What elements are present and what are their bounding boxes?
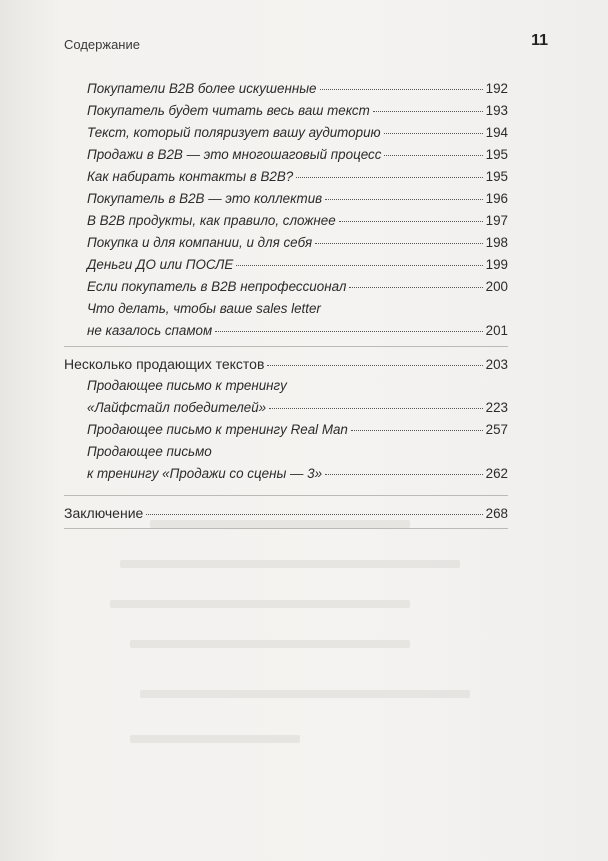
dot-leader bbox=[215, 331, 482, 332]
dot-leader bbox=[349, 287, 482, 288]
dot-leader bbox=[325, 474, 483, 475]
toc-entry-title-line2: к тренингу «Продажи со сцены — 3» bbox=[87, 466, 323, 481]
toc-entry bbox=[64, 320, 508, 342]
toc-entry bbox=[64, 78, 508, 100]
toc-entry-page: 200 bbox=[485, 279, 508, 294]
dot-leader bbox=[351, 430, 483, 431]
dot-leader bbox=[384, 155, 482, 156]
toc-entry bbox=[64, 188, 508, 210]
toc-entry-page: 196 bbox=[485, 191, 508, 206]
toc-entry-title: Деньги ДО или ПОСЛЕ bbox=[87, 257, 234, 272]
dot-leader bbox=[146, 514, 482, 515]
toc-entry bbox=[64, 144, 508, 166]
toc-entry-page: 195 bbox=[485, 147, 508, 162]
toc-entry bbox=[64, 232, 508, 254]
toc-entry bbox=[64, 210, 508, 232]
dot-leader bbox=[320, 89, 483, 90]
toc-section bbox=[64, 502, 508, 524]
section-divider bbox=[64, 346, 508, 347]
toc-entry-title-line2: «Лайфстайл победителей» bbox=[87, 400, 267, 415]
bleed-through bbox=[120, 560, 460, 568]
toc-entry-title: В B2B продукты, как правило, сложнее bbox=[87, 213, 336, 228]
page-number: 11 bbox=[531, 32, 548, 49]
toc-entry-title-line1: Продающее письмо к тренингу bbox=[87, 378, 287, 393]
toc-entry bbox=[64, 100, 508, 122]
dot-leader bbox=[384, 133, 483, 134]
table-of-contents bbox=[64, 78, 508, 535]
bleed-through bbox=[140, 690, 470, 698]
toc-entry-title: Покупка и для компании, и для себя bbox=[87, 235, 313, 250]
toc-entry-title: Продающее письмо к тренингу Real Man bbox=[87, 422, 348, 437]
running-title: Содержание bbox=[64, 37, 140, 52]
toc-entry-title-line1: Продающее письмо bbox=[87, 444, 212, 459]
toc-entry-title: Покупатель будет читать весь ваш текст bbox=[87, 103, 370, 118]
bleed-through bbox=[130, 735, 300, 743]
dot-leader bbox=[325, 199, 483, 200]
toc-entry-title: Как набирать контакты в B2B? bbox=[87, 169, 294, 184]
toc-section-title: Несколько продающих текстов bbox=[64, 356, 265, 372]
toc-entry bbox=[64, 166, 508, 188]
toc-entry-title-line2: не казалось спамом bbox=[87, 323, 213, 338]
toc-entry bbox=[64, 397, 508, 419]
toc-entry-page: 192 bbox=[485, 81, 508, 96]
toc-entry-page: 195 bbox=[485, 169, 508, 184]
toc-entry-page: 262 bbox=[485, 466, 508, 481]
toc-entry bbox=[64, 254, 508, 276]
toc-section-page: 203 bbox=[485, 357, 508, 372]
toc-entry-title: Покупатели B2B более искушенные bbox=[87, 81, 317, 96]
dot-leader bbox=[296, 177, 482, 178]
toc-section bbox=[64, 353, 508, 375]
toc-entry bbox=[64, 122, 508, 144]
toc-entry-page: 193 bbox=[485, 103, 508, 118]
toc-entry-page: 194 bbox=[485, 125, 508, 140]
toc-entry-page: 199 bbox=[485, 257, 508, 272]
toc-entry-page: 197 bbox=[485, 213, 508, 228]
toc-entry-page: 223 bbox=[485, 400, 508, 415]
section-divider bbox=[64, 528, 508, 529]
toc-entry-page: 198 bbox=[485, 235, 508, 250]
toc-entry bbox=[64, 276, 508, 298]
toc-section-page: 268 bbox=[485, 506, 508, 521]
dot-leader bbox=[269, 408, 483, 409]
dot-leader bbox=[373, 111, 483, 112]
bleed-through bbox=[110, 600, 410, 608]
toc-entry-title: Если покупатель в B2B непрофессионал bbox=[87, 279, 347, 294]
toc-entry-page: 201 bbox=[485, 323, 508, 338]
section-divider bbox=[64, 495, 508, 496]
dot-leader bbox=[267, 365, 482, 366]
dot-leader bbox=[339, 221, 483, 222]
toc-entry-title-line1: Что делать, чтобы ваше sales letter bbox=[87, 301, 321, 316]
bleed-through bbox=[130, 640, 410, 648]
toc-entry-title: Покупатель в B2B — это коллектив bbox=[87, 191, 323, 206]
toc-entry bbox=[64, 419, 508, 441]
dot-leader bbox=[236, 265, 482, 266]
dot-leader bbox=[315, 243, 482, 244]
toc-entry-title: Текст, который поляризует вашу аудиторию bbox=[87, 125, 381, 140]
toc-entry-title: Продажи в B2B — это многошаговый процесс bbox=[87, 147, 382, 162]
toc-entry bbox=[64, 463, 508, 485]
toc-entry-page: 257 bbox=[485, 422, 508, 437]
toc-section-title: Заключение bbox=[64, 505, 144, 521]
